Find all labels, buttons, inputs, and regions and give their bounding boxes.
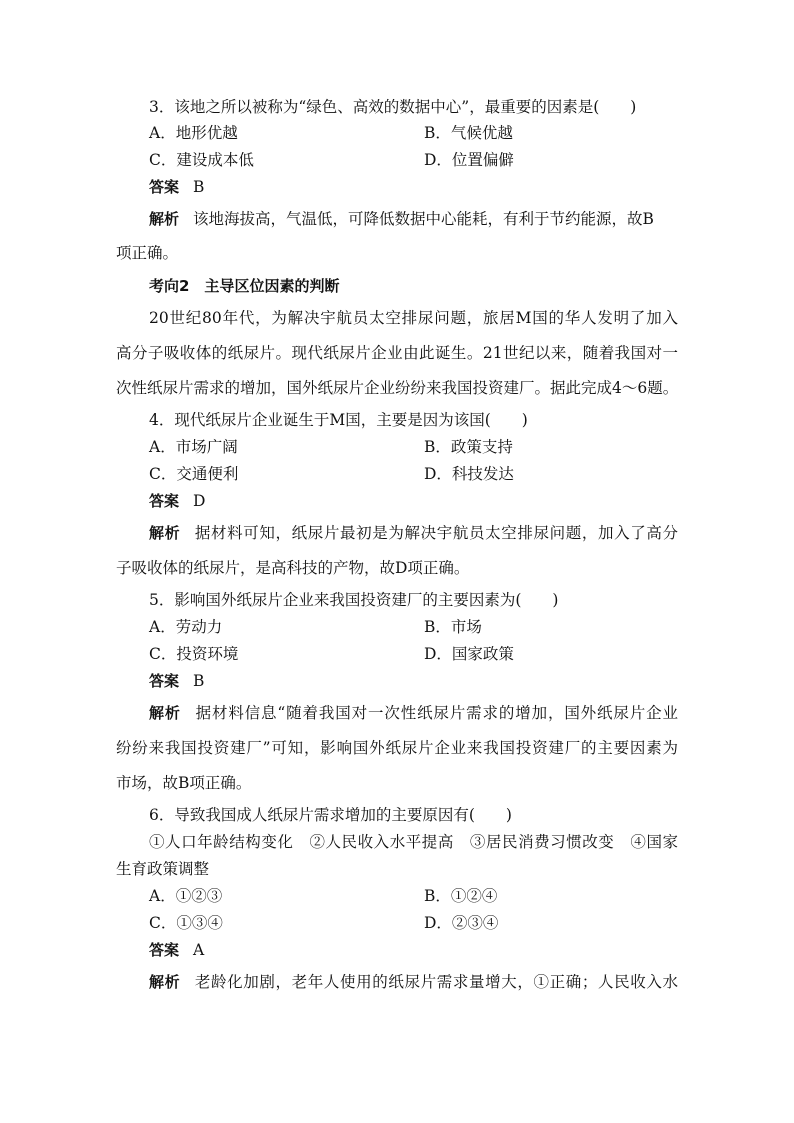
- q5-option-d: D．国家政策: [424, 645, 514, 663]
- answer-value: A: [193, 941, 205, 959]
- q3-stem: 3．该地之所以被称为“绿色、高效的数据中心”，最重要的因素是( ): [149, 98, 637, 116]
- q5-analysis-line-2: 纷纷来我国投资建厂”可知，影响国外纸尿片企业来我国投资建厂的主要因素为: [116, 739, 678, 757]
- answer-label: 答案: [149, 178, 180, 196]
- q4-option-a: A．市场广阔: [149, 438, 238, 456]
- q3-option-b: B．气候优越: [424, 124, 513, 142]
- q5-option-c: C．投资环境: [149, 645, 239, 663]
- analysis-text: 老龄化加剧，老年人使用的纸尿片需求量增大，①正确；人民收入水: [194, 973, 678, 991]
- analysis-label: 解析: [149, 524, 181, 542]
- material-line-2: 高分子吸收体的纸尿片。现代纸尿片企业由此诞生。21世纪以来，随着我国对一: [116, 344, 678, 362]
- q3-option-d: D．位置偏僻: [424, 151, 514, 169]
- q3-analysis-line-1: [149, 208, 654, 230]
- answer-value: D: [193, 492, 206, 510]
- analysis-label: 解析: [149, 704, 181, 722]
- q4-answer-line: [149, 490, 205, 512]
- q5-analysis-line-3: 市场，故B项正确。: [116, 774, 252, 792]
- q4-option-c: C．交通便利: [149, 465, 239, 483]
- q5-analysis-line-1: [149, 702, 678, 724]
- q3-analysis-line-2: 项正确。: [116, 244, 179, 262]
- analysis-label: 解析: [149, 210, 180, 228]
- q3-option-c: C．建设成本低: [149, 151, 254, 169]
- material-line-1: 20世纪80年代，为解决宇航员太空排尿问题，旅居M国的华人发明了加入: [149, 309, 678, 327]
- analysis-text: 据材料信息“随着我国对一次性纸尿片需求的增加，国外纸尿片企业: [194, 704, 678, 722]
- q6-option-b: B．①②④: [424, 887, 498, 905]
- material-line-3: 次性纸尿片需求的增加，国外纸尿片企业纷纷来我国投资建厂。据此完成4～6题。: [116, 379, 679, 397]
- q3-answer-line: [149, 176, 204, 198]
- q6-stem: 6．导致我国成人纸尿片需求增加的主要原因有( ): [149, 806, 512, 824]
- answer-label: 答案: [149, 941, 180, 959]
- q6-option-d: D．②③④: [424, 914, 499, 932]
- q6-option-c: C．①③④: [149, 914, 223, 932]
- answer-label: 答案: [149, 672, 180, 690]
- q4-option-d: D．科技发达: [424, 465, 514, 483]
- answer-label: 答案: [149, 492, 180, 510]
- q4-analysis-line-1: [149, 522, 678, 544]
- q6-analysis-line-1: [149, 971, 678, 993]
- q5-answer-line: [149, 670, 204, 692]
- q4-option-b: B．政策支持: [424, 438, 513, 456]
- analysis-text: 据材料可知，纸尿片最初是为解决宇航员太空排尿问题，加入了高分: [194, 524, 678, 542]
- q5-option-b: B．市场: [424, 618, 482, 636]
- q5-stem: 5．影响国外纸尿片企业来我国投资建厂的主要因素为( ): [149, 591, 559, 609]
- answer-value: B: [193, 178, 205, 196]
- q6-answer-line: [149, 939, 204, 961]
- q3-option-a: A．地形优越: [149, 124, 238, 142]
- section-title: 考向2 主导区位因素的判断: [149, 277, 340, 295]
- analysis-text: 该地海拔高，气温低，可降低数据中心能耗，有利于节约能源，故B: [193, 210, 654, 228]
- analysis-label: 解析: [149, 973, 181, 991]
- q4-stem: 4．现代纸尿片企业诞生于M国，主要是因为该国( ): [149, 411, 528, 429]
- q6-items-line-1: ①人口年龄结构变化 ②人民收入水平提高 ③居民消费习惯改变 ④国家: [149, 833, 678, 851]
- q6-option-a: A．①②③: [149, 887, 223, 905]
- q4-analysis-line-2: 子吸收体的纸尿片，是高科技的产物，故D项正确。: [116, 559, 470, 577]
- q5-option-a: A．劳动力: [149, 618, 223, 636]
- answer-value: B: [193, 672, 205, 690]
- q6-items-line-2: 生育政策调整: [116, 860, 210, 878]
